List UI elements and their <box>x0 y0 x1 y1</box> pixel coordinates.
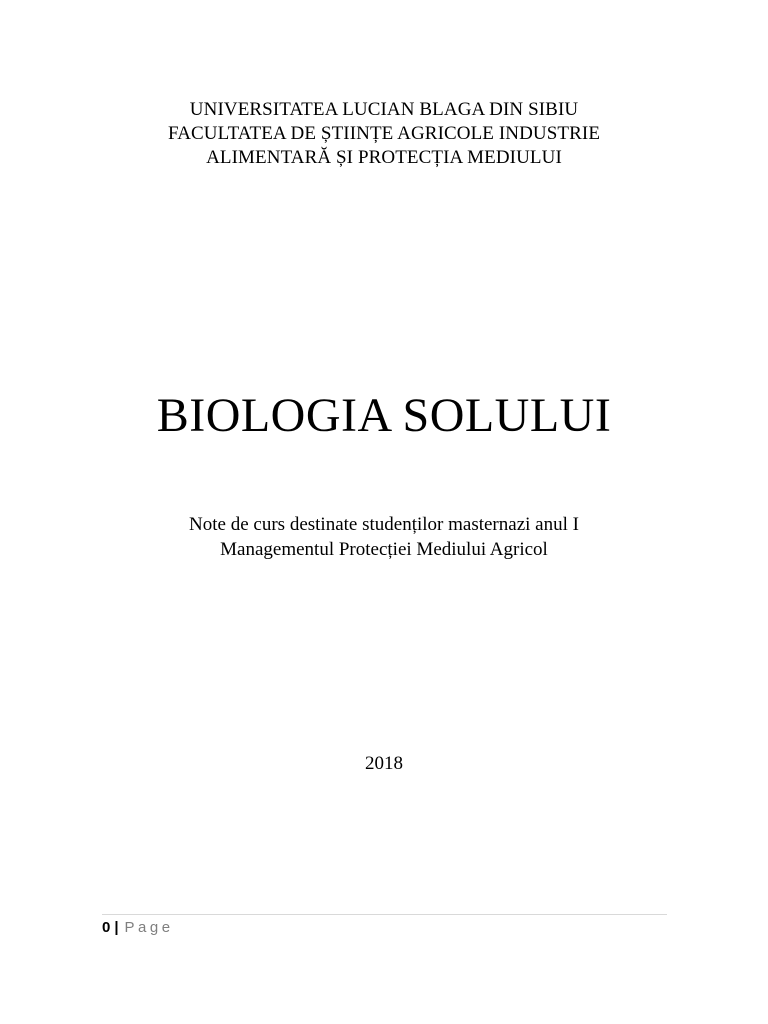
footer-divider <box>102 914 667 915</box>
document-subtitle <box>0 512 768 562</box>
page-footer <box>102 917 174 939</box>
footer-page-label: Page <box>124 919 174 936</box>
publication-year: 2018 <box>365 753 403 774</box>
institution-line-2: FACULTATEA DE ȘTIINȚE AGRICOLE INDUSTRIE <box>167 123 601 144</box>
footer-page-number: 0 <box>102 919 111 936</box>
institution-header <box>0 98 768 170</box>
footer-separator: | <box>114 919 119 936</box>
institution-line-3: ALIMENTARĂ ȘI PROTECȚIA MEDIULUI <box>206 147 562 168</box>
subtitle-line-2: Managementul Protecției Mediului Agricol <box>220 539 548 560</box>
document-title: BIOLOGIA SOLULUI <box>156 389 612 442</box>
subtitle-line-1: Note de curs destinate studenților masternazi anul I <box>189 514 579 535</box>
institution-line-1: UNIVERSITATEA LUCIAN BLAGA DIN SIBIU <box>189 99 579 120</box>
